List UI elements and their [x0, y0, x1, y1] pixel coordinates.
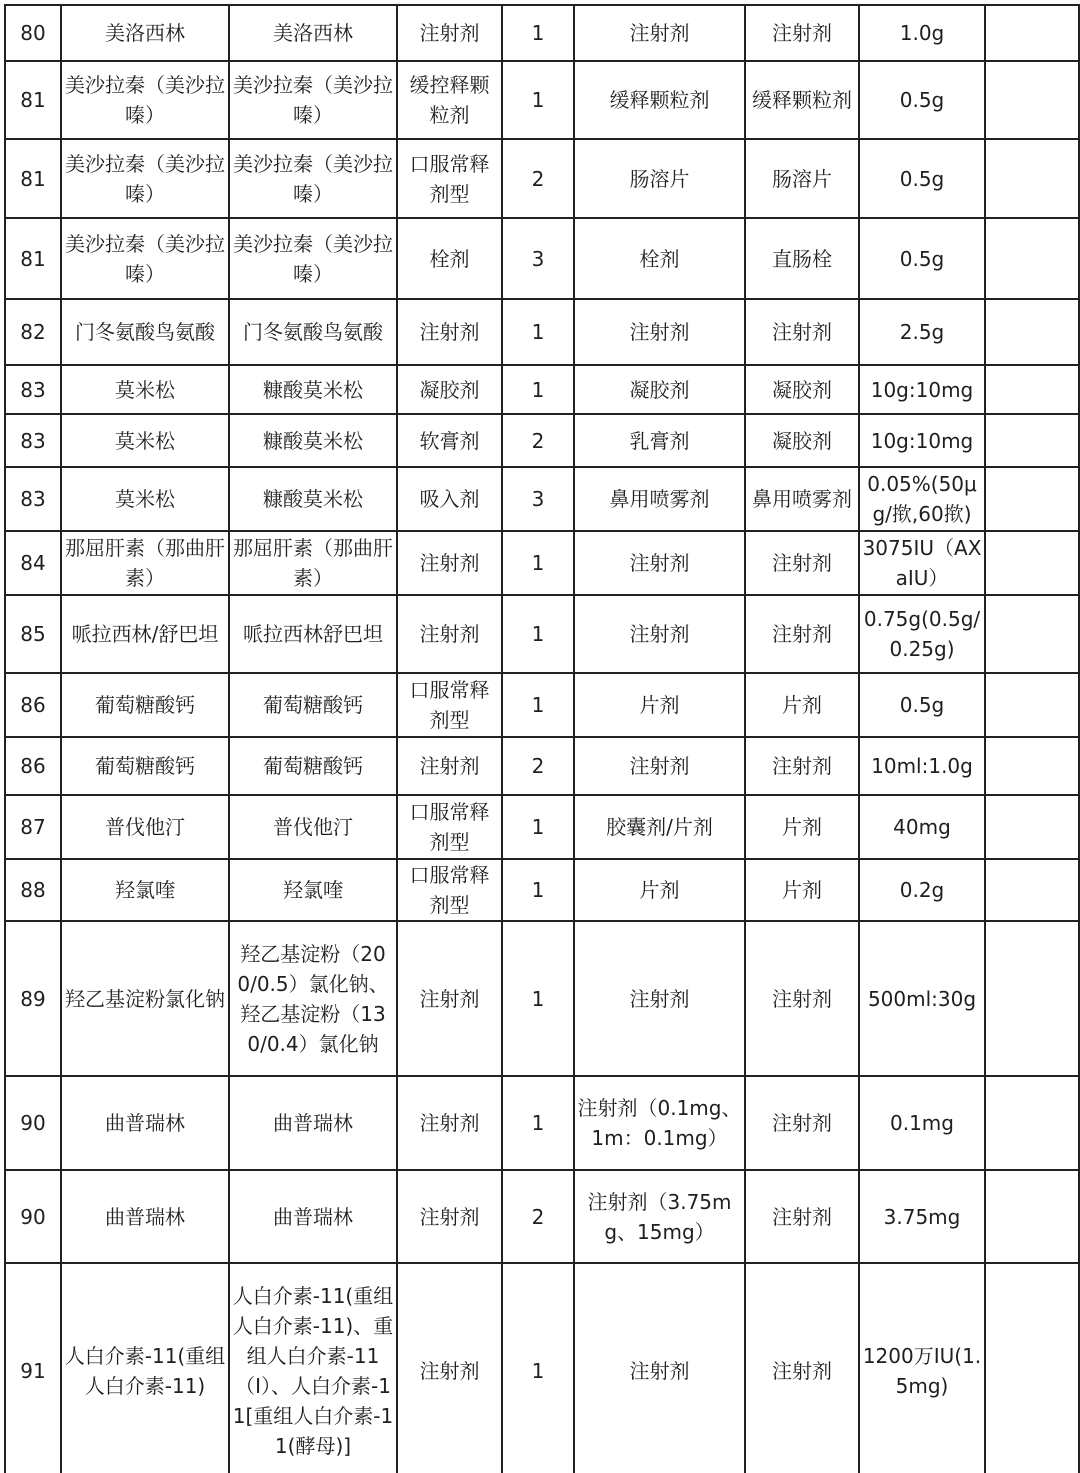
cell-dosage-form: 注射剂 — [574, 921, 745, 1076]
cell-generic-name: 美沙拉秦（美沙拉嗪） — [61, 218, 229, 299]
cell-drug-name: 羟氯喹 — [229, 859, 397, 921]
cell-dosage-category: 口服常释剂型 — [397, 795, 502, 859]
cell-note — [985, 859, 1079, 921]
table-row — [5, 859, 1079, 921]
cell-generic-name: 美沙拉秦（美沙拉嗪） — [61, 139, 229, 218]
cell-note — [985, 61, 1079, 139]
cell-dosage-form: 注射剂 — [574, 299, 745, 365]
cell-number: 86 — [5, 673, 61, 737]
cell-dosage-category: 口服常释剂型 — [397, 859, 502, 921]
cell-sequence: 2 — [502, 139, 574, 218]
cell-dosage-category: 注射剂 — [397, 1076, 502, 1170]
cell-generic-name: 普伐他汀 — [61, 795, 229, 859]
cell-drug-name: 门冬氨酸鸟氨酸 — [229, 299, 397, 365]
cell-dosage-form: 鼻用喷雾剂 — [574, 467, 745, 531]
cell-dosage-category: 软膏剂 — [397, 414, 502, 467]
cell-dosage-form: 胶囊剂/片剂 — [574, 795, 745, 859]
cell-dosage-form: 栓剂 — [574, 218, 745, 299]
table-row — [5, 218, 1079, 299]
cell-sequence: 3 — [502, 467, 574, 531]
cell-dosage-form: 肠溶片 — [574, 139, 745, 218]
table-row — [5, 1076, 1079, 1170]
cell-dosage-form: 注射剂 — [574, 5, 745, 61]
cell-number: 81 — [5, 139, 61, 218]
cell-reference-form: 肠溶片 — [745, 139, 859, 218]
cell-generic-name: 葡萄糖酸钙 — [61, 673, 229, 737]
cell-number: 90 — [5, 1076, 61, 1170]
cell-dosage-category: 注射剂 — [397, 299, 502, 365]
cell-dosage-form: 缓释颗粒剂 — [574, 61, 745, 139]
cell-note — [985, 299, 1079, 365]
cell-drug-name: 普伐他汀 — [229, 795, 397, 859]
cell-note — [985, 1263, 1079, 1473]
cell-generic-name: 哌拉西林/舒巴坦 — [61, 595, 229, 673]
cell-sequence: 1 — [502, 365, 574, 414]
cell-sequence: 2 — [502, 737, 574, 795]
cell-drug-name: 羟乙基淀粉（200/0.5）氯化钠、羟乙基淀粉（130/0.4）氯化钠 — [229, 921, 397, 1076]
table-row — [5, 673, 1079, 737]
table-row — [5, 61, 1079, 139]
cell-specification: 0.5g — [859, 139, 985, 218]
cell-dosage-category: 注射剂 — [397, 737, 502, 795]
cell-sequence: 2 — [502, 414, 574, 467]
cell-dosage-form: 片剂 — [574, 859, 745, 921]
cell-drug-name: 哌拉西林舒巴坦 — [229, 595, 397, 673]
cell-drug-name: 糠酸莫米松 — [229, 365, 397, 414]
cell-reference-form: 缓释颗粒剂 — [745, 61, 859, 139]
cell-drug-name: 葡萄糖酸钙 — [229, 673, 397, 737]
cell-specification: 0.05%(50μg/揿,60揿) — [859, 467, 985, 531]
cell-specification: 0.2g — [859, 859, 985, 921]
cell-generic-name: 曲普瑞林 — [61, 1076, 229, 1170]
cell-sequence: 1 — [502, 61, 574, 139]
cell-sequence: 1 — [502, 673, 574, 737]
cell-sequence: 1 — [502, 795, 574, 859]
cell-specification: 1.0g — [859, 5, 985, 61]
cell-number: 81 — [5, 61, 61, 139]
cell-note — [985, 531, 1079, 595]
cell-sequence: 1 — [502, 531, 574, 595]
cell-dosage-form: 片剂 — [574, 673, 745, 737]
cell-drug-name: 曲普瑞林 — [229, 1170, 397, 1263]
cell-dosage-form: 注射剂（0.1mg、1m：0.1mg） — [574, 1076, 745, 1170]
cell-specification: 40mg — [859, 795, 985, 859]
cell-note — [985, 673, 1079, 737]
cell-sequence: 1 — [502, 859, 574, 921]
drug-catalog-table — [4, 4, 1080, 1473]
cell-sequence: 3 — [502, 218, 574, 299]
cell-number: 90 — [5, 1170, 61, 1263]
table-row — [5, 795, 1079, 859]
table-row — [5, 139, 1079, 218]
cell-sequence: 1 — [502, 595, 574, 673]
cell-note — [985, 795, 1079, 859]
cell-reference-form: 凝胶剂 — [745, 365, 859, 414]
cell-specification: 3.75mg — [859, 1170, 985, 1263]
cell-dosage-category: 注射剂 — [397, 5, 502, 61]
cell-generic-name: 曲普瑞林 — [61, 1170, 229, 1263]
cell-dosage-category: 注射剂 — [397, 595, 502, 673]
cell-reference-form: 注射剂 — [745, 299, 859, 365]
cell-number: 83 — [5, 365, 61, 414]
cell-drug-name: 人白介素-11(重组人白介素-11)、重组人白介素-11（I）、人白介素-11[重组人白介素-11(酵母)] — [229, 1263, 397, 1473]
cell-generic-name: 那屈肝素（那曲肝素） — [61, 531, 229, 595]
cell-dosage-form: 注射剂 — [574, 1263, 745, 1473]
cell-note — [985, 737, 1079, 795]
cell-generic-name: 莫米松 — [61, 414, 229, 467]
cell-note — [985, 595, 1079, 673]
cell-reference-form: 鼻用喷雾剂 — [745, 467, 859, 531]
cell-sequence: 1 — [502, 299, 574, 365]
table-row — [5, 414, 1079, 467]
table-row — [5, 467, 1079, 531]
cell-drug-name: 葡萄糖酸钙 — [229, 737, 397, 795]
cell-number: 89 — [5, 921, 61, 1076]
cell-sequence: 1 — [502, 1263, 574, 1473]
cell-reference-form: 片剂 — [745, 673, 859, 737]
cell-dosage-form: 凝胶剂 — [574, 365, 745, 414]
cell-drug-name: 美洛西林 — [229, 5, 397, 61]
cell-drug-name: 糠酸莫米松 — [229, 467, 397, 531]
table-row — [5, 595, 1079, 673]
cell-sequence: 1 — [502, 1076, 574, 1170]
cell-dosage-form: 注射剂 — [574, 531, 745, 595]
cell-number: 81 — [5, 218, 61, 299]
cell-note — [985, 365, 1079, 414]
table-row — [5, 299, 1079, 365]
cell-generic-name: 门冬氨酸鸟氨酸 — [61, 299, 229, 365]
cell-note — [985, 414, 1079, 467]
cell-reference-form: 注射剂 — [745, 531, 859, 595]
cell-dosage-form: 注射剂 — [574, 737, 745, 795]
table-row — [5, 365, 1079, 414]
cell-specification: 10g:10mg — [859, 365, 985, 414]
cell-reference-form: 片剂 — [745, 795, 859, 859]
cell-drug-name: 美沙拉秦（美沙拉嗪） — [229, 139, 397, 218]
cell-dosage-category: 栓剂 — [397, 218, 502, 299]
table-row — [5, 1263, 1079, 1473]
table-row — [5, 921, 1079, 1076]
cell-dosage-category: 注射剂 — [397, 921, 502, 1076]
cell-specification: 0.75g(0.5g/0.25g) — [859, 595, 985, 673]
cell-specification: 0.5g — [859, 673, 985, 737]
cell-number: 91 — [5, 1263, 61, 1473]
cell-number: 85 — [5, 595, 61, 673]
cell-sequence: 2 — [502, 1170, 574, 1263]
cell-specification: 1200万IU(1.5mg) — [859, 1263, 985, 1473]
cell-dosage-category: 吸入剂 — [397, 467, 502, 531]
cell-specification: 0.5g — [859, 218, 985, 299]
cell-reference-form: 注射剂 — [745, 595, 859, 673]
cell-note — [985, 1170, 1079, 1263]
cell-reference-form: 凝胶剂 — [745, 414, 859, 467]
cell-reference-form: 注射剂 — [745, 1076, 859, 1170]
cell-drug-name: 美沙拉秦（美沙拉嗪） — [229, 218, 397, 299]
cell-dosage-category: 注射剂 — [397, 531, 502, 595]
cell-specification: 10ml:1.0g — [859, 737, 985, 795]
cell-number: 86 — [5, 737, 61, 795]
cell-specification: 10g:10mg — [859, 414, 985, 467]
cell-number: 87 — [5, 795, 61, 859]
cell-number: 80 — [5, 5, 61, 61]
cell-sequence: 1 — [502, 5, 574, 61]
cell-generic-name: 莫米松 — [61, 365, 229, 414]
cell-dosage-category: 凝胶剂 — [397, 365, 502, 414]
cell-note — [985, 139, 1079, 218]
cell-dosage-form: 注射剂（3.75mg、15mg） — [574, 1170, 745, 1263]
cell-reference-form: 注射剂 — [745, 1170, 859, 1263]
cell-dosage-category: 口服常释剂型 — [397, 139, 502, 218]
cell-generic-name: 葡萄糖酸钙 — [61, 737, 229, 795]
cell-dosage-category: 注射剂 — [397, 1263, 502, 1473]
cell-reference-form: 注射剂 — [745, 5, 859, 61]
cell-generic-name: 羟氯喹 — [61, 859, 229, 921]
cell-sequence: 1 — [502, 921, 574, 1076]
table-row — [5, 737, 1079, 795]
cell-note — [985, 218, 1079, 299]
cell-generic-name: 羟乙基淀粉氯化钠 — [61, 921, 229, 1076]
cell-specification: 3075IU（AXaIU） — [859, 531, 985, 595]
cell-note — [985, 5, 1079, 61]
cell-reference-form: 注射剂 — [745, 921, 859, 1076]
cell-number: 82 — [5, 299, 61, 365]
table-row — [5, 5, 1079, 61]
cell-specification: 0.5g — [859, 61, 985, 139]
cell-drug-name: 那屈肝素（那曲肝素） — [229, 531, 397, 595]
cell-drug-name: 曲普瑞林 — [229, 1076, 397, 1170]
table-row — [5, 531, 1079, 595]
cell-number: 84 — [5, 531, 61, 595]
cell-dosage-form: 注射剂 — [574, 595, 745, 673]
cell-note — [985, 1076, 1079, 1170]
cell-specification: 0.1mg — [859, 1076, 985, 1170]
cell-number: 88 — [5, 859, 61, 921]
cell-specification: 500ml:30g — [859, 921, 985, 1076]
cell-generic-name: 美沙拉秦（美沙拉嗪） — [61, 61, 229, 139]
cell-note — [985, 467, 1079, 531]
cell-drug-name: 美沙拉秦（美沙拉嗪） — [229, 61, 397, 139]
cell-specification: 2.5g — [859, 299, 985, 365]
cell-dosage-category: 口服常释剂型 — [397, 673, 502, 737]
cell-dosage-form: 乳膏剂 — [574, 414, 745, 467]
cell-generic-name: 美洛西林 — [61, 5, 229, 61]
cell-reference-form: 直肠栓 — [745, 218, 859, 299]
cell-note — [985, 921, 1079, 1076]
cell-generic-name: 莫米松 — [61, 467, 229, 531]
cell-number: 83 — [5, 414, 61, 467]
cell-reference-form: 片剂 — [745, 859, 859, 921]
cell-dosage-category: 缓控释颗粒剂 — [397, 61, 502, 139]
cell-reference-form: 注射剂 — [745, 1263, 859, 1473]
cell-drug-name: 糠酸莫米松 — [229, 414, 397, 467]
cell-reference-form: 注射剂 — [745, 737, 859, 795]
cell-dosage-category: 注射剂 — [397, 1170, 502, 1263]
cell-number: 83 — [5, 467, 61, 531]
cell-generic-name: 人白介素-11(重组人白介素-11) — [61, 1263, 229, 1473]
table-row — [5, 1170, 1079, 1263]
